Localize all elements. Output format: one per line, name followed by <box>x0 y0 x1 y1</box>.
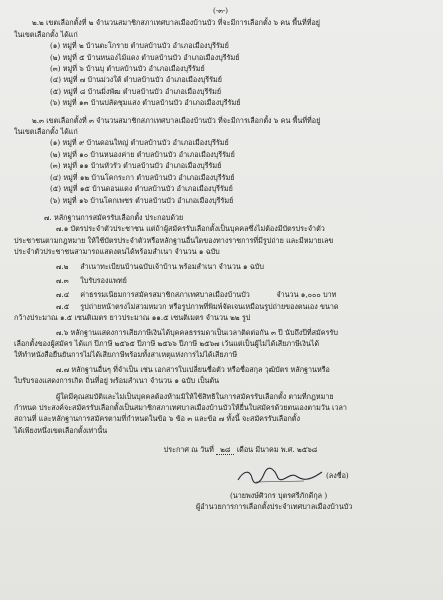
section-2-3-intro-line1: ๒.๓ เขตเลือกตั้งที่ ๓ จำนวนสมาชิกสภาเทศบาลเมืองบ้านบัว ที่จะมีการเลือกตั้ง ๖ คน พื้นที่ที่อยู่ <box>32 115 321 125</box>
item-7-2-number: ๗.๒ <box>56 261 69 271</box>
closing-line2: กำหนด ประสงค์จะสมัครรับเลือกตั้งเป็นสมาชิกสภาเทศบาลเมืองบ้านบัวให้ยื่นใบสมัครด้วยตนเองตามวัน เวลา <box>14 403 347 412</box>
item-7-6-line2: เลือกตั้งของผู้สมัคร ได้แก่ ปีภาษี ๒๕๖๕ ปีภาษี ๒๕๖๖ ปีภาษี ๒๕๖๗ เว้นแต่เป็นผู้ไม่ได้เสียภาษีเงินได้ <box>14 338 320 348</box>
item-7-2 <box>14 261 427 272</box>
list-item: (๖) หมู่ที่ ๑๓ บ้านปลัดชุมแสง ตำบลบ้านบัว อำเภอเมืองบุรีรัมย์ <box>50 98 241 108</box>
date-day: ๒๘ <box>216 445 234 455</box>
list-item: (๔) หมู่ที่ ๑๒ บ้านโคกระกา ตำบลบ้านบัว อำเภอเมืองบุรีรัมย์ <box>50 172 235 182</box>
item-7-4-number: ๗.๔ <box>56 290 70 300</box>
closing-line3: สถานที่ และหลักฐานการสมัครตามที่กำหนดในข้อ ๖ ข้อ ๓ และข้อ ๗ ทั้งนี้ จะสมัครรับเลือกตั้ง <box>14 414 300 424</box>
list-item: (๒) หมู่ที่ ๑๐ บ้านหนองค่าย ตำบลบ้านบัว อำเภอเมืองบุรีรัมย์ <box>50 149 235 159</box>
item-7-3 <box>14 275 427 286</box>
sign-label: (ลงชื่อ) <box>326 470 349 480</box>
section-2-3-intro-line2: ในเขตเลือกตั้ง ได้แก่ <box>14 127 78 137</box>
item-7-3-number: ๗.๓ <box>56 275 69 285</box>
item-7-1-line1: ๗.๑ บัตรประจำตัวประชาชน แต่ถ้าผู้สมัครรับเลือกตั้งเป็นบุคคลซึ่งไม่ต้องมีบัตรประจำตัว <box>56 224 325 234</box>
list-item: (๑) หมู่ที่ ๒ บ้านตะโกราย ตำบลบ้านบัว อำเภอเมืองบุรีรัมย์ <box>50 41 229 51</box>
item-7-3-text: ใบรับรองแพทย์ <box>80 275 127 285</box>
section-2-2-intro-line2: ในเขตเลือกตั้ง ได้แก่ <box>14 29 78 39</box>
date-prefix: ประกาศ ณ วันที่ <box>163 445 214 455</box>
item-7-6-line3: ให้ทำหนังสือยืนยันการไม่ได้เสียภาษีพร้อมทั้งสาเหตุแห่งการไม่ได้เสียภาษี <box>14 350 238 360</box>
item-7-1-line2: ประชาชนตามกฎหมาย ให้ใช้บัตรประจำตัวหรือหลักฐานอื่นใดของทางราชการที่มีรูปถ่าย และมีหมายเลข <box>14 235 334 245</box>
list-item: (๓) หมู่ที่ ๖ บ้านบุ ตำบลบ้านบัว อำเภอเมืองบุรีรัมย์ <box>50 64 205 74</box>
list-item: (๒) หมู่ที่ ๕ บ้านหนองไม้แดง ตำบลบ้านบัว อำเภอเมืองบุรีรัมย์ <box>50 52 240 62</box>
section-2-2-list <box>14 40 427 108</box>
signer-position: ผู้อำนวยการการเลือกตั้งประจำเทศบาลเมืองบ้านบัว <box>196 502 353 512</box>
signature-block <box>174 466 427 513</box>
closing-line1: ผู้ใดมีคุณสมบัติและไม่เป็นบุคคลต้องห้ามมิให้ใช้สิทธิในการสมัครรับเลือกตั้ง ตามที่กฎหมาย <box>56 391 334 401</box>
item-7-4 <box>14 289 427 300</box>
item-7-7-line1: ๗.๗ หลักฐานอื่นๆ ที่จำเป็น เช่น เอกสารใบเปลี่ยนชื่อตัว หรือชื่อสกุล วุฒิบัตร หลักฐานหรือ <box>56 364 330 374</box>
item-7-7-line2: ใบรับรองแสดงการเกิด ถิ่นที่อยู่ พร้อมสำเนา จำนวน ๑ ฉบับ เป็นต้น <box>14 376 220 386</box>
announcement-date <box>14 444 427 455</box>
handwritten-signature <box>234 466 326 486</box>
section-7 <box>14 212 427 387</box>
item-7-5-line1: รูปถ่ายหน้าตรงไม่สวมหมวก หรือรูปภาพที่พิมพ์จัดเจนเหมือนรูปถ่ายของตนเอง ขนาด <box>80 301 339 311</box>
item-7-2-text: สำเนาทะเบียนบ้านฉบับเจ้าบ้าน พร้อมสำเนา จำนวน ๑ ฉบับ <box>80 261 264 271</box>
list-item: (๖) หมู่ที่ ๑๖ บ้านโคกเพชร ตำบลบ้านบัว อำเภอเมืองบุรีรัมย์ <box>50 195 234 205</box>
date-month-year: เดือน มีนาคม พ.ศ. ๒๕๖๘ <box>236 445 318 455</box>
section-2-2 <box>14 17 427 108</box>
section-2-3-list <box>14 137 427 205</box>
item-7-5-number: ๗.๕ <box>56 301 70 311</box>
list-item: (๕) หมู่ที่ ๑๕ บ้านดอนแดง ตำบลบ้านบัว อำเภอเมืองบุรีรัมย์ <box>50 184 233 194</box>
section-2-3 <box>14 115 427 206</box>
list-item: (๓) หมู่ที่ ๑๑ บ้านหัวรัว ตำบลบ้านบัว อำเภอเมืองบุรีรัมย์ <box>50 161 222 171</box>
item-7-4-text: ค่าธรรมเนียมการสมัครสมาชิกสภาเทศบาลเมืองบ้านบัว <box>80 290 250 300</box>
item-7-4-amount: จำนวน ๑,๐๐๐ บาท <box>276 290 337 300</box>
list-item: (๑) หมู่ที่ ๙ บ้านดอนใหญ่ ตำบลบ้านบัว อำเภอเมืองบุรีรัมย์ <box>50 138 229 148</box>
item-7-5-line2: กว้างประมาณ ๑.๕ เซนติเมตร ยาวประมาณ ๑๑.๕ เซนติเมตร จำนวน ๒๒ รูป <box>14 313 251 323</box>
list-item: (๔) หมู่ที่ ๗ บ้านม่วงใต้ ตำบลบ้านบัว อำเภอเมืองบุรีรัมย์ <box>50 75 222 85</box>
section-2-2-intro-line1: ๒.๒ เขตเลือกตั้งที่ ๒ จำนวนสมาชิกสภาเทศบาลเมืองบ้านบัว ที่จะมีการเลือกตั้ง ๖ คน พื้นที่ที่อยู่ <box>32 18 320 28</box>
list-item: (๕) หมู่ที่ ๘ บ้านมิ่งพัฒ ตำบลบ้านบัว อำเภอเมืองบุรีรัมย์ <box>50 86 222 96</box>
item-7-6-line1: ๗.๖ หลักฐานแสดงการเสียภาษีเงินได้บุคคลธรรมดาเป็นเวลาติดต่อกัน ๓ ปี นับถึงปีที่สมัครรับ <box>56 327 338 337</box>
closing-paragraph <box>14 391 427 437</box>
item-7-1-line3: ประจำตัวประชาชนสามารถแสดงตนได้พร้อมสำเนา จำนวน ๑ ฉบับ <box>14 247 220 257</box>
page-number: (-๓-) <box>213 7 228 15</box>
signature-line <box>174 466 427 486</box>
section-7-heading: ๗. หลักฐานการสมัครรับเลือกตั้ง ประกอบด้วย <box>44 212 184 222</box>
item-7-5 <box>14 301 427 312</box>
closing-line4: ได้เพียงหนึ่งเขตเลือกตั้งเท่านั้น <box>14 425 108 435</box>
signer-name: (นายพงษ์ศิวกร บุตรศรีภักดีกุล ) <box>230 490 328 500</box>
